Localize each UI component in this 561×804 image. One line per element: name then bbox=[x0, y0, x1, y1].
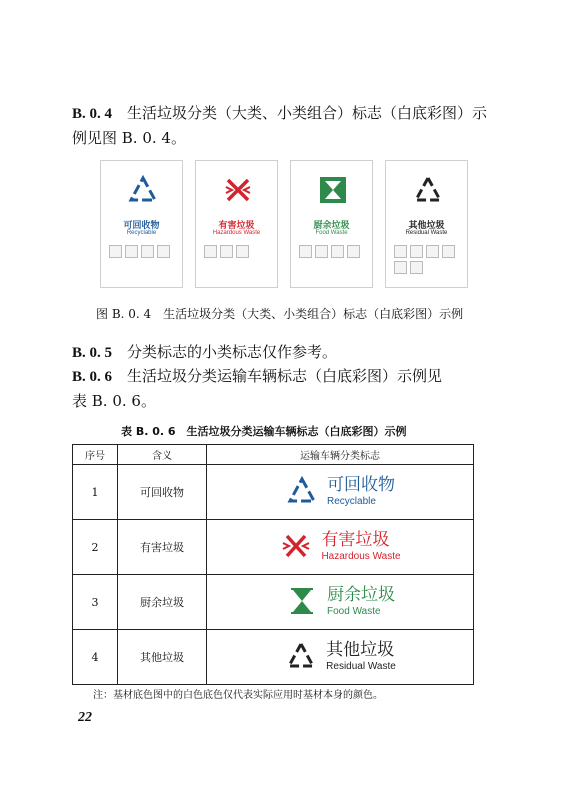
sub-icon bbox=[394, 261, 407, 274]
sub-icon bbox=[426, 245, 439, 258]
sub-icon bbox=[125, 245, 138, 258]
residual-icon bbox=[284, 641, 318, 671]
sub-icon bbox=[347, 245, 360, 258]
cell-no: 1 bbox=[73, 465, 118, 520]
cell-no: 2 bbox=[73, 520, 118, 575]
sub-icon bbox=[410, 261, 423, 274]
table-caption: 表 B. 0. 6 生活垃圾分类运输车辆标志（白底彩图）示例 bbox=[121, 425, 407, 438]
paragraph-b04 bbox=[72, 101, 492, 150]
sub-category-icons bbox=[204, 245, 269, 258]
food-waste-icon bbox=[285, 586, 319, 616]
sign-title-cn: 其他垃圾 bbox=[326, 639, 395, 660]
table-row bbox=[73, 630, 474, 685]
sub-icon bbox=[299, 245, 312, 258]
sign-title-en: Recyclable bbox=[327, 495, 376, 507]
table-row bbox=[73, 575, 474, 630]
cell-sign bbox=[207, 520, 474, 575]
cell-meaning: 其他垃圾 bbox=[118, 630, 207, 685]
card-title-cn: 有害垃圾 bbox=[218, 221, 255, 231]
section-number: B. 0. 6 bbox=[72, 369, 113, 385]
hazardous-icon bbox=[279, 531, 313, 561]
paragraph-text-line2: 表 B. 0. 6。 bbox=[72, 392, 156, 410]
sub-icon bbox=[109, 245, 122, 258]
header-meaning: 含义 bbox=[118, 445, 207, 465]
table-row bbox=[73, 465, 474, 520]
cell-meaning: 可回收物 bbox=[118, 465, 207, 520]
sub-icon bbox=[410, 245, 423, 258]
recyclable-icon bbox=[128, 175, 158, 205]
figure-caption: 图 B. 0. 4 生活垃圾分类（大类、小类组合）标志（白底彩图）示例 bbox=[96, 307, 464, 321]
paragraph-b06 bbox=[72, 364, 492, 413]
cell-no: 4 bbox=[73, 630, 118, 685]
sign-title-cn: 可回收物 bbox=[327, 474, 395, 495]
sign-card-food-waste bbox=[290, 160, 373, 288]
food-waste-icon bbox=[318, 175, 348, 205]
paragraph-text-line2: 例见图 B. 0. 4。 bbox=[72, 129, 186, 147]
vehicle-sign-hazardous bbox=[279, 530, 400, 563]
sub-icon bbox=[236, 245, 249, 258]
sign-title-cn: 有害垃圾 bbox=[321, 529, 390, 550]
header-no: 序号 bbox=[73, 445, 118, 465]
cell-sign bbox=[207, 465, 474, 520]
sign-card-residual bbox=[385, 160, 468, 288]
sign-card-hazardous bbox=[195, 160, 278, 288]
paragraph-text: 分类标志的小类标志仅作参考。 bbox=[127, 343, 338, 361]
card-title-cn: 可回收物 bbox=[123, 221, 160, 231]
card-title-cn: 其他垃圾 bbox=[408, 221, 445, 231]
vehicle-sign-recyclable bbox=[285, 475, 395, 508]
sub-category-icons bbox=[394, 245, 459, 274]
section-number: B. 0. 4 bbox=[72, 106, 113, 122]
sign-title-en: Food Waste bbox=[327, 605, 381, 617]
cell-meaning: 有害垃圾 bbox=[118, 520, 207, 575]
sub-icon bbox=[204, 245, 217, 258]
vehicle-sign-table bbox=[72, 444, 474, 685]
sub-icon bbox=[141, 245, 154, 258]
cell-sign bbox=[207, 575, 474, 630]
residual-icon bbox=[413, 175, 443, 205]
sign-title-en: Residual Waste bbox=[326, 660, 396, 672]
section-number: B. 0. 5 bbox=[72, 345, 113, 361]
card-title-en: Food Waste bbox=[315, 230, 348, 236]
table-header-row bbox=[73, 445, 474, 465]
paragraph-text: 生活垃圾分类（大类、小类组合）标志（白底彩图）示 bbox=[127, 104, 488, 122]
sub-icon bbox=[157, 245, 170, 258]
card-title-cn: 厨余垃圾 bbox=[313, 221, 350, 231]
card-title-en: Residual Waste bbox=[405, 230, 448, 236]
sign-card-recyclable bbox=[100, 160, 183, 288]
sub-icon bbox=[331, 245, 344, 258]
sub-icon bbox=[394, 245, 407, 258]
paragraph-text: 生活垃圾分类运输车辆标志（白底彩图）示例见 bbox=[127, 367, 443, 385]
sub-category-icons bbox=[109, 245, 174, 258]
sign-title-cn: 厨余垃圾 bbox=[327, 584, 395, 605]
sub-icon bbox=[442, 245, 455, 258]
sub-icon bbox=[315, 245, 328, 258]
vehicle-sign-food-waste bbox=[285, 585, 395, 618]
vehicle-sign-residual bbox=[284, 640, 396, 673]
cell-meaning: 厨余垃圾 bbox=[118, 575, 207, 630]
page-number: 22 bbox=[78, 710, 92, 725]
card-title-en: Hazardous Waste bbox=[212, 230, 261, 236]
sub-category-icons bbox=[299, 245, 364, 258]
header-sign: 运输车辆分类标志 bbox=[207, 445, 474, 465]
hazardous-icon bbox=[223, 175, 253, 205]
table-row bbox=[73, 520, 474, 575]
figure-b04 bbox=[100, 160, 468, 288]
sign-title-en: Hazardous Waste bbox=[321, 550, 401, 562]
paragraph-b05 bbox=[72, 340, 492, 365]
sub-icon bbox=[220, 245, 233, 258]
table-note: 注：基材底色图中的白色底色仅代表实际应用时基材本身的颜色。 bbox=[93, 690, 383, 701]
card-title-en: Recyclable bbox=[126, 230, 157, 236]
cell-sign bbox=[207, 630, 474, 685]
cell-no: 3 bbox=[73, 575, 118, 630]
recyclable-icon bbox=[285, 476, 319, 506]
